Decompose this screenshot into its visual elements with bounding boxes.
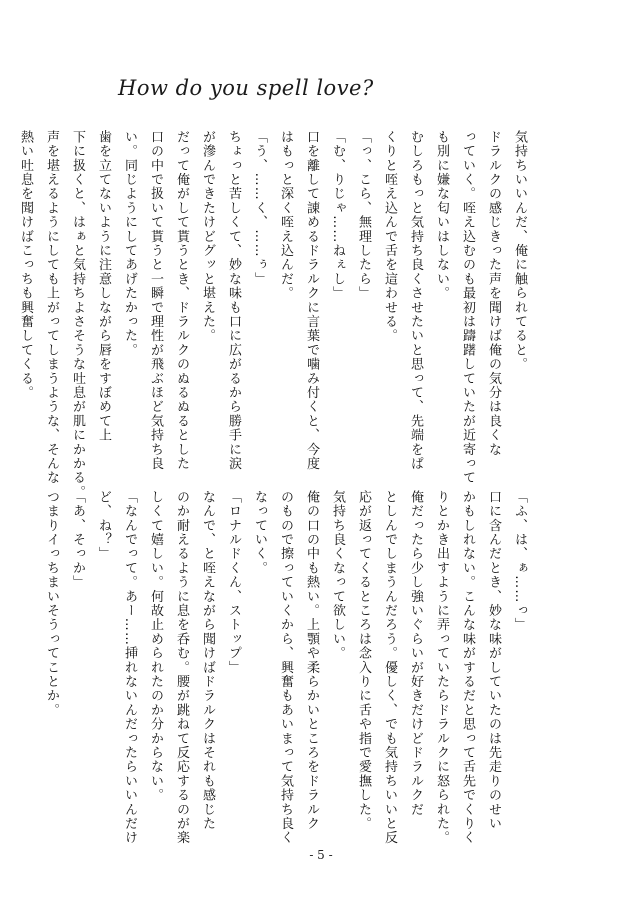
text-line: 「ふ、は、ぁ……っ」 — [512, 490, 527, 632]
text-line: 俺だったら少し強いぐらいが好きだけどドラルクだ — [408, 490, 423, 817]
text-line: 歯を立てないように注意しながら唇をすぼめて上 — [96, 130, 111, 443]
text-line: としんでしまうんだろう。優しく、でも気持ちいいと反 — [382, 490, 397, 845]
text-line: も別に嫌な匂いはしない。 — [434, 130, 449, 301]
text-line: 口の中で扱いて貰うと一瞬で理性が飛ぶほど気持ち良 — [148, 130, 163, 471]
text-line: 俺の口の中も熱い。上顎や柔らかいところをドラルク — [304, 490, 319, 831]
text-block-bottom — [44, 490, 532, 845]
text-line: 「なんでって。あー……挿れないんだったらいいんだけ — [122, 490, 137, 845]
text-line: 「っ、こら、無理したら」 — [356, 130, 371, 301]
text-line: ちょっと苦しくて、妙な味も口に広がるから勝手に涙 — [226, 130, 241, 471]
text-line: い。同じようにしてあげたかった。 — [122, 130, 137, 358]
text-line: のか耐えるように息を呑む。腰が跳ねて反応するのが楽 — [174, 490, 189, 845]
text-line: 「む、りじゃ……ねぇし」 — [330, 130, 345, 301]
text-line: つまりイっちまいそうってことか。 — [44, 490, 59, 718]
text-block-top — [18, 130, 532, 500]
text-line: が滲んできたけどグッと堪えた。 — [200, 130, 215, 343]
text-line: っていく。咥え込むのも最初は躊躇していたが近寄って — [460, 130, 475, 485]
text-line: くりと咥え込んで舌を這わせる。 — [382, 130, 397, 343]
text-line: しくて嬉しい。何故止められたのか分からない。 — [148, 490, 163, 803]
text-line: 気持ちいいんだ、俺に触られてると。 — [512, 130, 527, 372]
text-line: 口に含んだとき、妙な味がしていたのは先走りのせい — [486, 490, 501, 831]
text-line: りとかき出すように弄っていたらドラルクに怒られた。 — [434, 490, 449, 845]
text-line: はもっと深く咥え込んだ。 — [278, 130, 293, 301]
text-line: 下に扱くと、はぁと気持ちよさそうな吐息が肌にかかる。 — [70, 130, 85, 500]
text-line: なっていく。 — [252, 490, 267, 576]
text-line: 声を堪えるようにしても上がってしまうような、そんな — [44, 130, 59, 485]
chapter-title: How do you spell love? — [118, 76, 374, 100]
text-line: 口を離して諌めるドラルクに言葉で噛み付くと、今度 — [304, 130, 319, 471]
text-line: のもので擦っていくから、興奮もあいまって気持ち良く — [278, 490, 293, 845]
text-line: 熱い吐息を聞けばこっちも興奮してくる。 — [18, 130, 33, 400]
text-line: むしろもっと気持ち良くさせたいと思って、先端をぱ — [408, 130, 423, 471]
text-line: ドラルクの感じきった声を聞けば俺の気分は良くな — [486, 130, 501, 457]
text-line: ど、ね？」 — [96, 490, 111, 561]
text-line: かもしれない。こんな味がするだと思って舌先でくりく — [460, 490, 475, 845]
text-line: 気持ち良くなって欲しい。 — [330, 490, 345, 661]
text-line: だって俺がして貰うとき、ドラルクのぬるぬるとした — [174, 130, 189, 471]
text-line: 「ロナルドくん、ストップ」 — [226, 490, 241, 675]
page-number: - 5 - — [309, 848, 333, 862]
text-line: 「う、……く、……ぅ」 — [252, 130, 267, 287]
text-line: 応が返ってくるところは念入りに舌や指で愛撫した。 — [356, 490, 371, 831]
text-line: なんで、と咥えながら聞けばドラルクはそれも感じた — [200, 490, 215, 831]
text-line: 「あ、そっか」 — [70, 490, 85, 590]
